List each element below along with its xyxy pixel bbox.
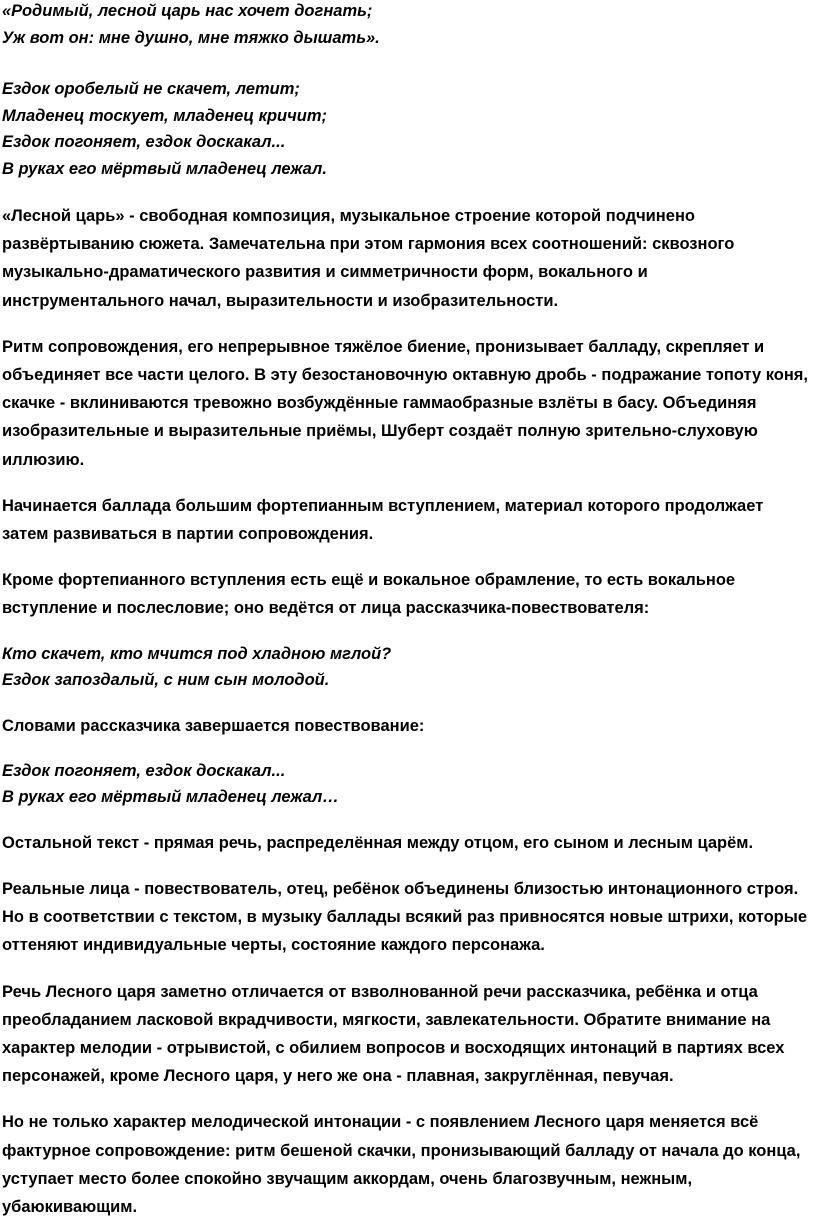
verse-line: «Родимый, лесной царь нас хочет догнать; [2,2,373,20]
verse-stanza-1 [2,0,814,51]
verse-line: В руках его мёртвый младенец лежал… [2,788,339,807]
verse-line: Уж вот он: мне душно, мне тяжко дышать». [2,28,380,47]
paragraph-rhythm: Ритм сопровождения, его непрерывное тяжёлое биение, пронизывает балладу, скрепляет и объединяет все части целого. В эту безостановочную октавную дробь - подражание топоту коня, скачке - вклиниваются тревожно возбуждённые гаммаобразные взлёты в басу. Объединяя изобразительные и выразительные приёмы, Шуберт создаёт полную зрительно-слуховую иллюзию. [2,337,809,469]
verse-line: Ездок оробелый не скачет, летит; [2,80,300,98]
paragraph-direct-speech: Остальной текст - прямая речь, распределённая между отцом, его сыном и лесным царём. [2,833,754,852]
paragraph-characters: Реальные лица - повествователь, отец, ребёнок объединены близостью интонационного строя. Но в соответствии с текстом, в музыку баллады всякий раз привносятся новые штрихи, которые оттеняют индивидуальные черты, состояние каждого персонажа. [2,880,808,955]
verse-line: Ездок погоняет, ездок доскакал... [2,133,286,151]
verse-line: Ездок запоздалый, с ним сын молодой. [2,671,330,690]
paragraph-introduction: Начинается баллада большим фортепианным вступлением, материал которого продолжает затем развиваться в партии сопровождения. [2,496,764,544]
paragraph-composition: «Лесной царь» - свободная композиция, музыкальное строение которой подчинено развёртыванию сюжета. Замечательна при этом гармония всех соотношений: сквозного музыкально-драматического развития и симметричности форм, вокального и инструментального начал, выразительности и изобразительности. [2,207,735,310]
verse-stanza-3 [2,641,814,694]
verse-stanza-4 [2,758,814,811]
verse-line: Ездок погоняет, ездок доскакал... [2,761,286,780]
paragraph-vocal-frame: Кроме фортепианного вступления есть ещё и вокальное обрамление, то есть вокальное вступление и послесловие; оно ведётся от лица рассказчика-повествователя: [2,571,736,618]
paragraph-narrator-ending: Словами рассказчика завершается повествование: [2,716,425,735]
verse-line: В руках его мёртвый младенец лежал. [2,159,327,178]
verse-line: Младенец тоскует, младенец кричит; [2,106,327,125]
paragraph-forest-king-speech: Речь Лесного царя заметно отличается от взволнованной речи рассказчика, ребёнка и отца преобладанием ласковой вкрадчивости, мягкости, завлекательности. Обратите внимание на характер мелодии - отрывистой, с обилием вопросов и восходящих интонаций в партиях всех персонажей, кроме Лесного царя, у него же она - плавная, закруглённая, певучая. [2,982,785,1086]
paragraph-accompaniment: Но не только характер мелодической интонации - с появлением Лесного царя меняется всё фактурное сопровождение: ритм бешеной скачки, пронизывающий балладу от начала до конца, уступает место более спокойно звучащим аккордам, очень благозвучным, нежным, убаюкивающим. [2,1113,801,1217]
verse-line: Кто скачет, кто мчится под хладною мглой? [2,644,392,663]
verse-stanza-2 [2,76,814,182]
